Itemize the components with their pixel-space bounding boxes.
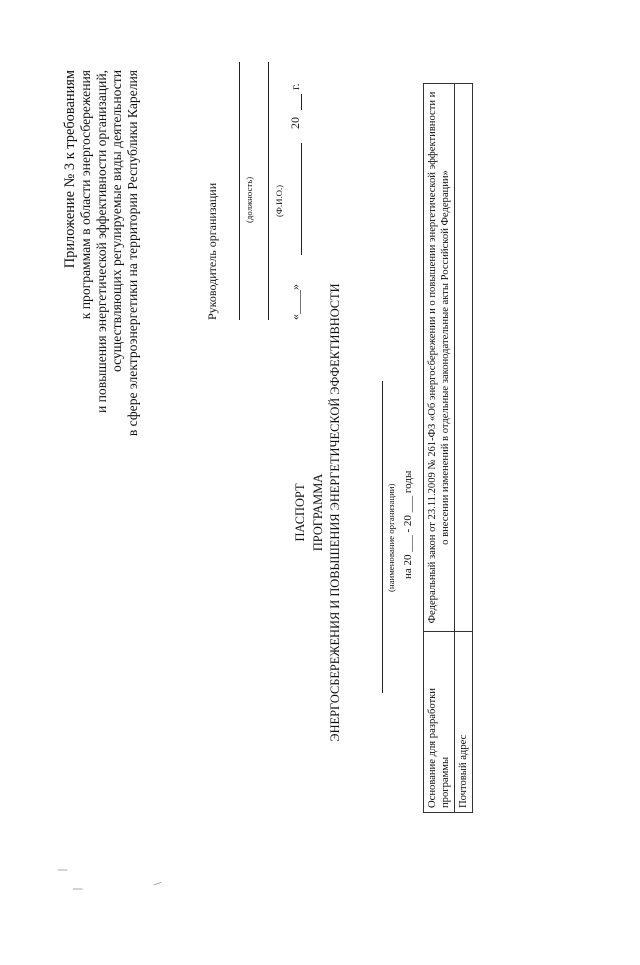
program-subject: ЭНЕРГОСБЕРЕЖЕНИЯ И ПОВЫШЕНИЯ ЭНЕРГЕТИЧЕСКОЙ ЭФФЕКТИВНОСТИ bbox=[328, 283, 342, 742]
position-signature-line bbox=[239, 62, 240, 320]
table-cell-value: Федеральный закон от 23.11.2009 № 261-ФЗ «Об энергосбережении и о повышении энергетической эффективности и о внесении изменений в отдельные законодательные акты Российской Федерации» bbox=[424, 84, 455, 632]
date-year-prefix: 20 bbox=[288, 117, 302, 129]
date-year-suffix: г. bbox=[288, 83, 302, 90]
organization-caption: (наименование организации) bbox=[386, 483, 396, 592]
table-cell-value bbox=[455, 84, 473, 632]
appendix-header bbox=[63, 70, 140, 436]
appendix-line: и повышения энергетической эффективности организаций, bbox=[93, 70, 109, 414]
passport-table bbox=[423, 83, 473, 813]
fio-signature-line bbox=[268, 62, 269, 320]
table-row bbox=[424, 84, 455, 813]
scan-mark: \ bbox=[153, 882, 164, 885]
organization-name-line bbox=[382, 381, 383, 693]
scan-mark: | bbox=[72, 887, 83, 890]
position-caption: (должность) bbox=[244, 176, 254, 223]
appendix-line: Приложение № 3 к требованиям bbox=[62, 70, 78, 269]
fio-caption: (Ф.И.О.) bbox=[274, 184, 284, 217]
date-open-quote: «____» bbox=[288, 284, 302, 320]
passport-title: ПАСПОРТ bbox=[293, 483, 307, 542]
table-row bbox=[455, 84, 473, 813]
table-cell-label: Почтовый адрес bbox=[455, 632, 473, 813]
table-cell-label: Основание для разработки программы bbox=[424, 632, 455, 813]
appendix-line: к программам в области энергосбережения bbox=[78, 70, 94, 320]
program-title: ПРОГРАММА bbox=[311, 473, 325, 552]
program-period: на 20 ___ - 20 ___ годы bbox=[402, 470, 414, 579]
appendix-line: осуществляющих регулируемые виды деятельности bbox=[109, 70, 125, 373]
appendix-line: в сфере электроэнергетики на территории Республики Карелия bbox=[124, 70, 140, 437]
head-of-organization-label: Руководитель организации bbox=[205, 182, 219, 320]
scan-mark: | bbox=[57, 868, 68, 871]
